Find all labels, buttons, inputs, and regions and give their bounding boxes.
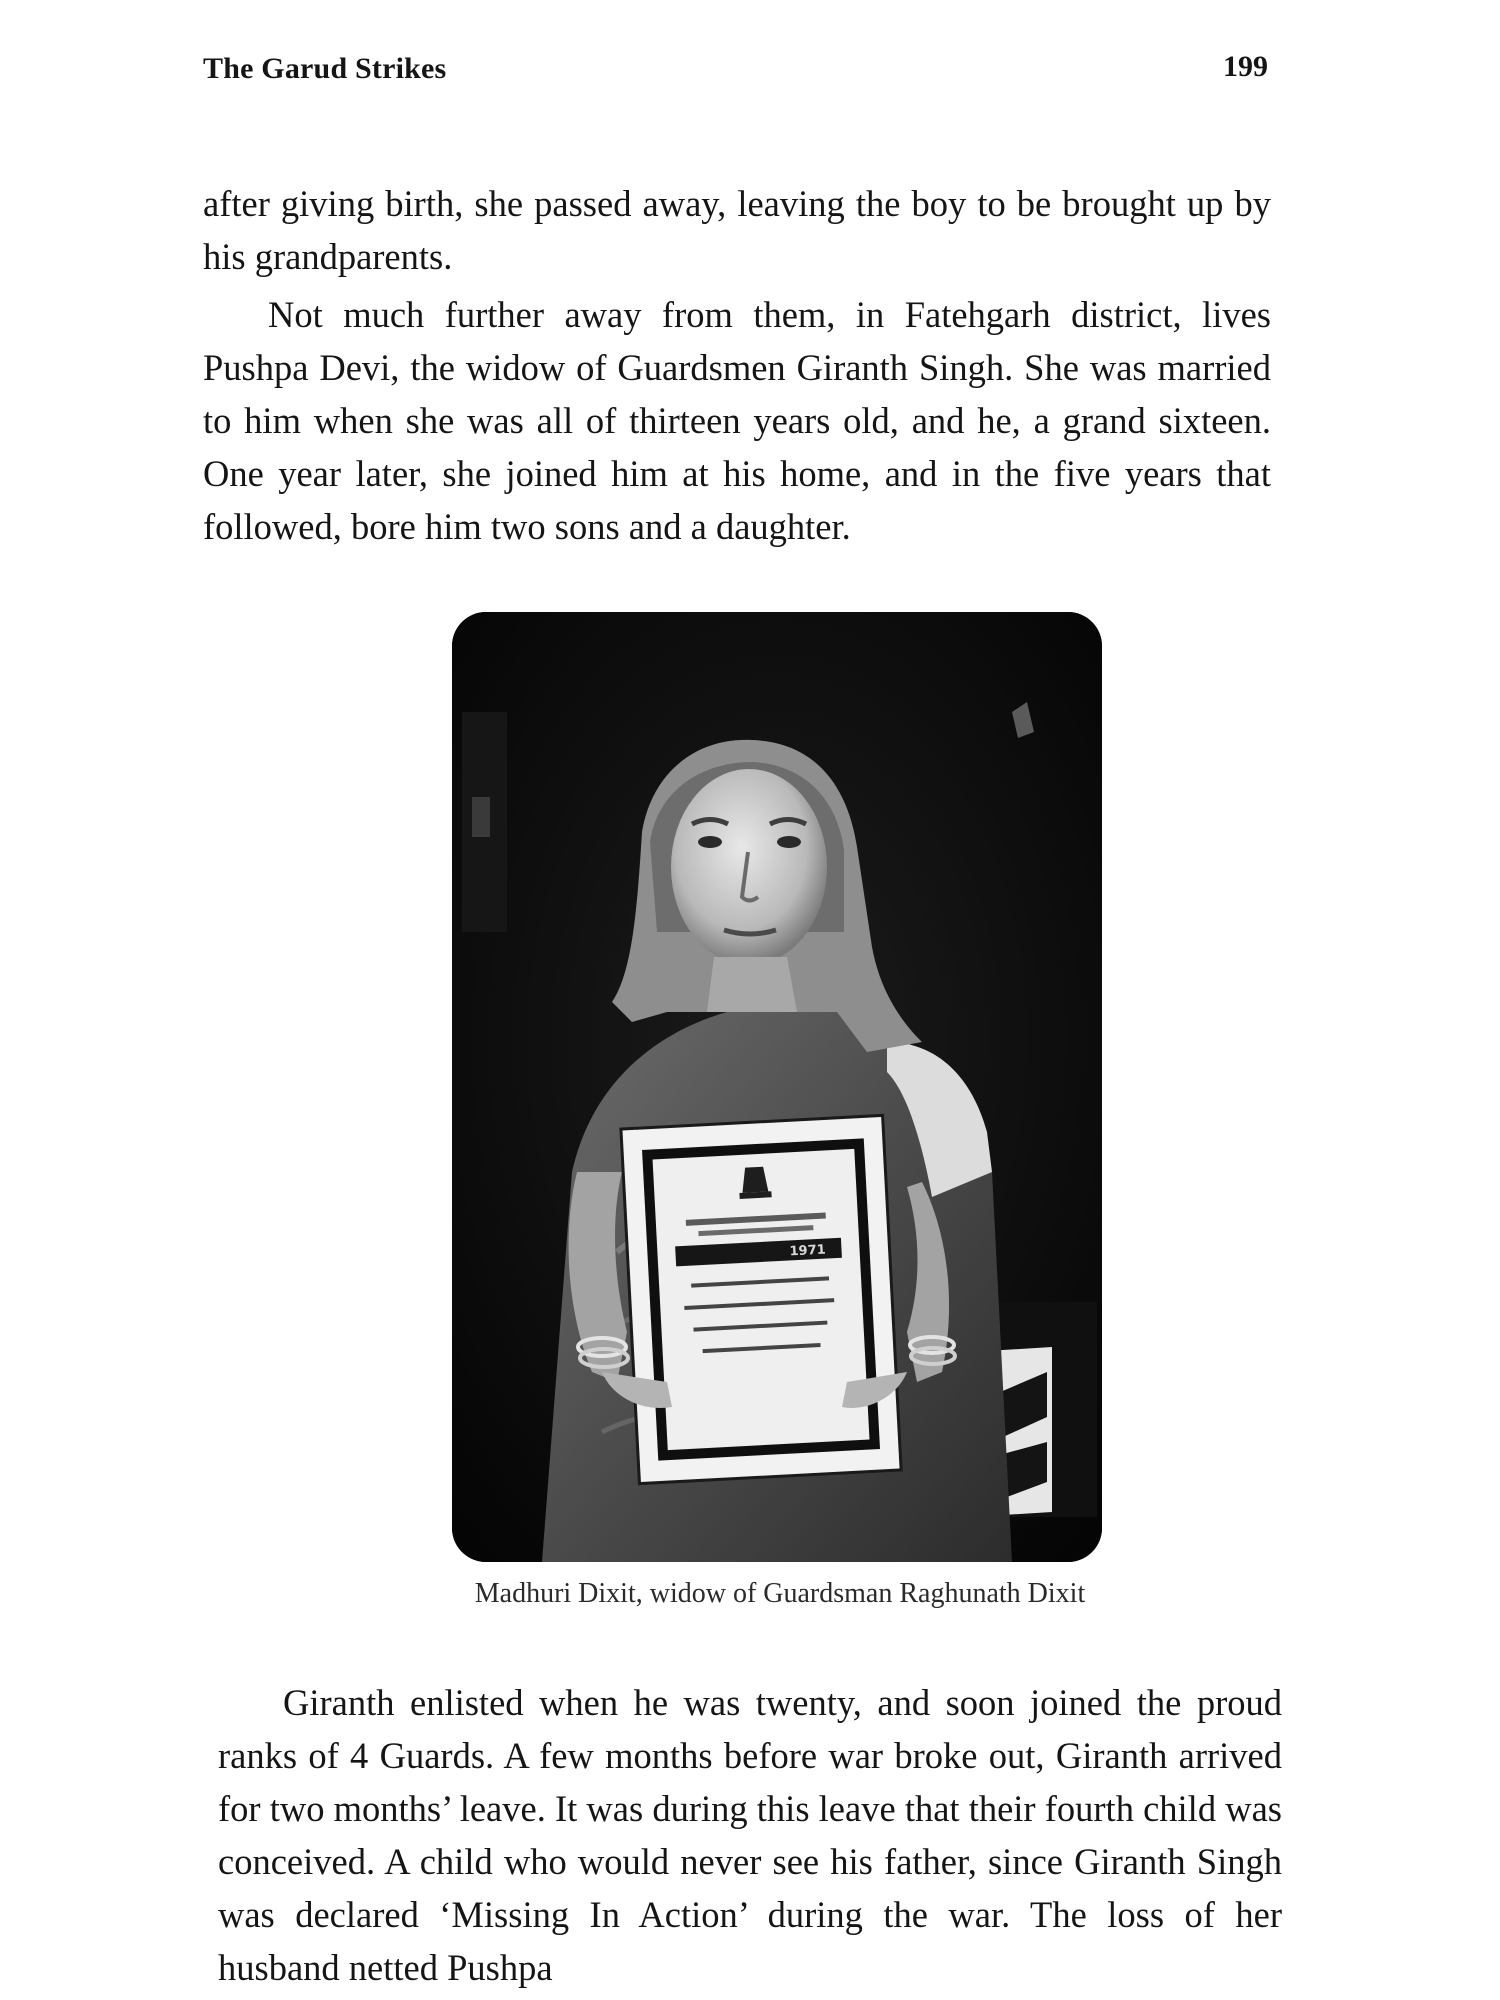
- running-title: The Garud Strikes: [203, 52, 447, 85]
- page-number: 199: [1223, 50, 1268, 83]
- memorial-plaque: [602, 1115, 907, 1483]
- paragraph-3: Giranth enlisted when he was twenty, and soon joined the proud ranks of 4 Guards. A few months before war broke out, Giranth arrived for two months’ leave. It was during this leave that their fourth child was conceived. A child who would never see his father, since Giranth Singh was declared ‘Missing In Action’ during the war. The loss of her husband netted Pushpa: [218, 1682, 1282, 1988]
- plaque-year: 1971: [789, 1242, 827, 1260]
- paragraph-1: after giving birth, she passed away, leaving the boy to be brought up by his grandparents.: [203, 183, 1271, 277]
- widow-photograph: [452, 612, 1102, 1562]
- photo-caption: Madhuri Dixit, widow of Guardsman Raghunath Dixit: [474, 1578, 1086, 1609]
- paragraph-2: Not much further away from them, in Fatehgarh district, lives Pushpa Devi, the widow of Guardsmen Giranth Singh. She was married to him when she was all of thirteen years old, and he, a grand sixteen. One year later, she joined him at his home, and in the five years that followed, bore him two sons and a daughter.: [203, 294, 1271, 547]
- page-header: [203, 52, 1268, 96]
